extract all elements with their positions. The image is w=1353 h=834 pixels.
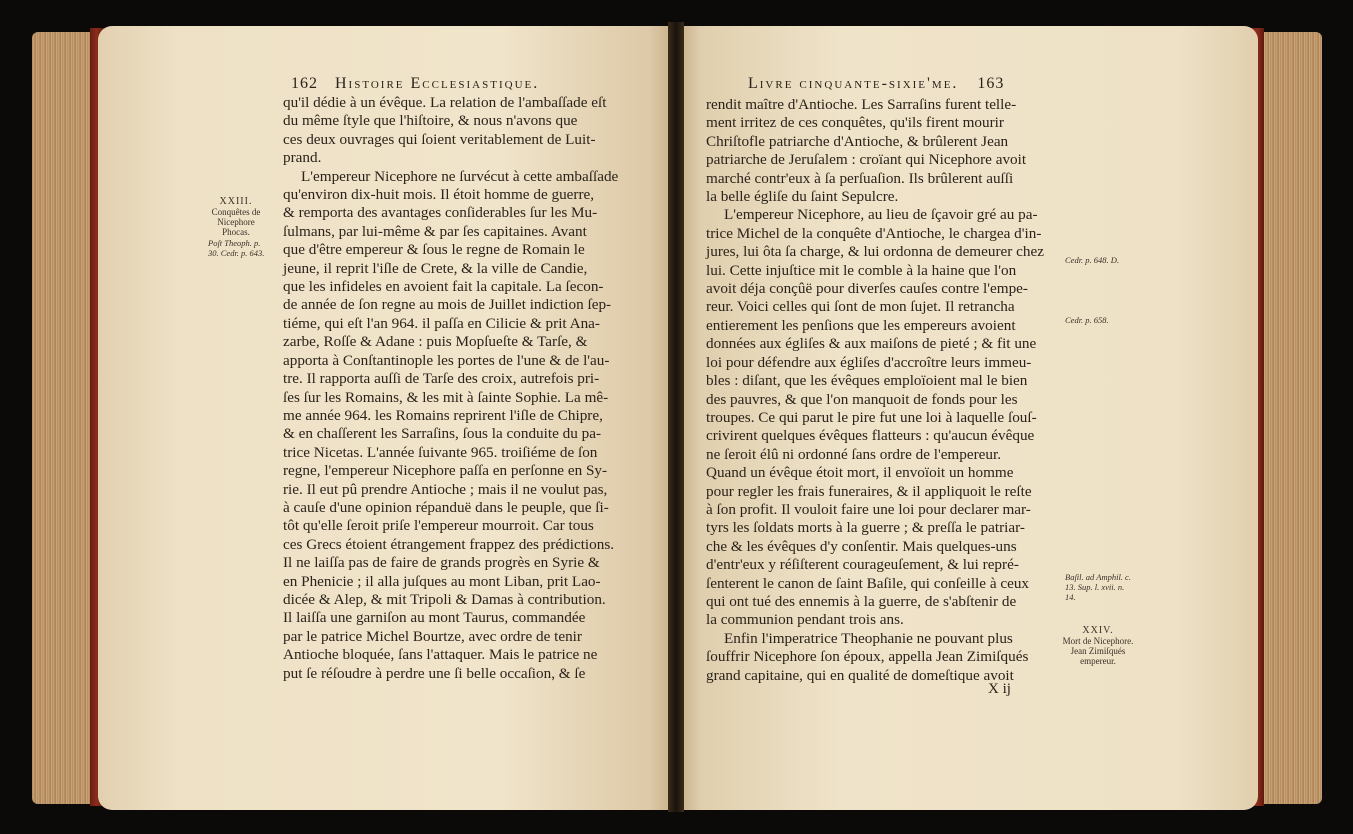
text-line: patriarche de Jeruſalem : croïant qui Nicephore avoit bbox=[706, 151, 1027, 169]
text-line: L'empereur Nicephore, au lieu de ſçavoir gré au pa- bbox=[724, 206, 1038, 224]
text-line: de année de ſon regne au mois de Juillet indiction ſep- bbox=[283, 296, 612, 314]
left-running-head: Histoire Ecclesiastique. bbox=[335, 75, 540, 92]
text-line: jeune, il reprit l'iſle de Crete, & la ville de Candie, bbox=[283, 259, 588, 277]
text-line: à cauſe d'une opinion répanduë dans le peuple, que ſi- bbox=[283, 498, 609, 516]
text-line: & remporta des avantages conſiderables ſur les Mu- bbox=[283, 204, 598, 222]
open-book bbox=[32, 22, 1322, 812]
text-line: trice Nicetas. L'année ſuivante 965. troiſiéme de ſon bbox=[283, 443, 598, 461]
text-line: du même ſtyle que l'hiſtoire, & nous n'avons que bbox=[283, 112, 578, 130]
text-line: loi pour défendre aux égliſes d'accroître leurs immeu- bbox=[706, 353, 1032, 371]
text-line: données aux égliſes & aux maiſons de pieté ; & fit une bbox=[706, 335, 1037, 353]
text-line: entierement les penſions que les empereurs avoient bbox=[706, 316, 1016, 334]
text-line: reur. Voici celles qui ſont de mon ſujet. Il retrancha bbox=[706, 298, 1015, 316]
text-line: qui ont tué des ennemis à la guerre, de s'abſtenir de bbox=[706, 592, 1017, 610]
left-page-number: 162 bbox=[291, 75, 318, 92]
left-margin-note bbox=[205, 197, 267, 237]
text-line: tôt qu'elle ſeroit priſe l'empereur mourroit. Car tous bbox=[283, 517, 594, 535]
text-line: qu'environ dix-huit mois. Il étoit homme de guerre, bbox=[283, 186, 595, 204]
text-line: marché contr'eux à ſa perſuaſion. Ils brûlerent auſſi bbox=[706, 169, 1014, 187]
right-running-head: Livre cinquante-sixie'me. bbox=[748, 75, 959, 92]
text-line: L'empereur Nicephore ne ſurvécut à cette ambaſſade bbox=[301, 167, 619, 185]
text-line: rie. Il eut pû prendre Antioche ; mais il ne voulut pas, bbox=[283, 480, 608, 498]
text-line: d'entr'eux y réſiſterent courageuſement, & lui repré- bbox=[706, 556, 1019, 574]
text-line: la communion pendant trois ans. bbox=[706, 611, 904, 629]
text-line: avoit déja conçûë pour diverſes cauſes contre l'empe- bbox=[706, 280, 1028, 298]
text-line: Il laiſſa une garniſon au mont Taurus, commandée bbox=[283, 609, 586, 627]
right-page-number: 163 bbox=[977, 75, 1005, 92]
text-line: & en chaſſerent les Sarraſins, ſous la conduite du pa- bbox=[283, 425, 601, 443]
right-margin-reference-2: Cedr. p. 658. bbox=[1065, 315, 1109, 325]
right-margin-note bbox=[1060, 626, 1136, 666]
text-line: des pauvres, & que l'on manquoit de fonds pour les bbox=[706, 390, 1018, 408]
text-line: en Phenicie ; il alla juſques au mont Liban, prit Lao- bbox=[283, 572, 601, 590]
text-line: Antioche bloquée, ſans l'attaquer. Mais le patrice ne bbox=[283, 646, 598, 664]
text-line: lui. Cette injuſtice mit le comble à la haine que l'on bbox=[706, 261, 1017, 279]
text-line: par le patrice Michel Bourtze, avec ordre de tenir bbox=[283, 627, 582, 645]
text-line: que les infideles en avoient fait la capitale. La ſecon- bbox=[283, 278, 604, 296]
book-gutter bbox=[668, 22, 684, 812]
text-line: tiéme, qui eſt l'an 964. il paſſa en Cilicie & prit Ana- bbox=[283, 314, 600, 332]
text-line: ces deux ouvrages qui ſoient veritablement de Luit- bbox=[283, 130, 596, 148]
text-line: qu'il dédie à un évêque. La relation de l'ambaſſade eſt bbox=[283, 94, 607, 111]
left-section-number: XXIII. bbox=[219, 196, 253, 207]
text-line: tyrs les ſoldats morts à la guerre ; & preſſa le patriar- bbox=[706, 519, 1025, 537]
text-line: ne ſeroit élû ni ordonné ſans ordre de l'empereur. bbox=[706, 445, 1001, 463]
text-line: ſes ſur les Romains, & les mit à ſainte Sophie. La mê- bbox=[283, 388, 609, 406]
text-line: zarbe, Roſſe & Adane : puis Mopſueſte & Tarſe, & bbox=[283, 333, 588, 351]
text-line: dicée & Alep, & mit Tripoli & Damas à contribution. bbox=[283, 590, 606, 608]
right-page-body bbox=[706, 96, 1050, 685]
text-line: apporta à Conſtantinople les portes de l'une & de l'au- bbox=[283, 351, 610, 369]
text-line: Chriſtofle patriarche d'Antioche, & brûlerent Jean bbox=[706, 132, 1009, 150]
left-page-header bbox=[291, 75, 539, 93]
left-margin-reference: Poſt Theoph. p. 30. Cedr. p. 643. bbox=[208, 238, 265, 258]
right-page-header bbox=[748, 75, 1004, 93]
text-line: jures, lui ôta ſa charge, & lui ordonna de demeurer chez bbox=[706, 243, 1044, 261]
text-line: ſenterent le canon de ſaint Baſile, qui conſeille à ceux bbox=[706, 574, 1030, 592]
text-line: ment irritez de ces conquêtes, qu'ils firent mourir bbox=[706, 114, 1004, 132]
left-page-body bbox=[283, 94, 655, 683]
text-line: ſulmans, par lui-même & par ſes capitaines. Avant bbox=[283, 222, 587, 240]
text-line: ſouffrir Nicephore ſon époux, appella Jean Zimiſqués bbox=[706, 648, 1029, 666]
right-margin-reference-1: Cedr. p. 648. D. bbox=[1065, 255, 1120, 265]
signature-mark: X ij bbox=[988, 681, 1011, 697]
text-line: Quand un évêque étoit mort, il envoïoit un homme bbox=[706, 464, 1014, 482]
right-margin-reference-3: Baſil. ad Amphil. c. 13. Sup. l. xvii. n. 14. bbox=[1065, 572, 1131, 602]
text-line: regne, l'empereur Nicephore paſſa en perſonne en Sy- bbox=[283, 462, 608, 480]
text-line: à ſon profit. Il vouloit faire une loi pour declarer mar- bbox=[706, 500, 1031, 518]
text-line: crivirent quelques évêques flatteurs : qu'aucun évêque bbox=[706, 427, 1035, 445]
text-line: prand. bbox=[283, 149, 322, 167]
text-line: rendit maître d'Antioche. Les Sarraſins furent telle- bbox=[706, 96, 1017, 113]
text-line: Il ne laiſſa pas de faire de grands progrès en Syrie & bbox=[283, 554, 600, 572]
text-line: bles : diſant, que les évêques emploïoient mal le bien bbox=[706, 372, 1028, 390]
text-line: la belle égliſe du ſaint Sepulcre. bbox=[706, 188, 899, 206]
text-line: pour regler les frais funeraires, & il appliquoit le reſte bbox=[706, 482, 1032, 500]
text-line: trice Michel de la conquête d'Antioche, le chargea d'in- bbox=[706, 224, 1042, 242]
text-line: put ſe réſoudre à perdre une ſi belle occaſion, & ſe bbox=[283, 664, 586, 682]
text-line: che & les évêques d'y conſentir. Mais quelques-uns bbox=[706, 537, 1017, 555]
text-line: ces Grecs étoient étrangement frappez des prédictions. bbox=[283, 535, 615, 553]
text-line: tre. Il rapporta auſſi de Tarſe des croix, autrefois pri- bbox=[283, 370, 600, 388]
text-line: Enfin l'imperatrice Theophanie ne pouvant plus bbox=[724, 629, 1013, 647]
text-line: grand capitaine, qui en qualité de domeſtique avoit bbox=[706, 666, 1014, 684]
text-line: que d'être empereur & ſous le regne de Romain le bbox=[283, 241, 585, 259]
left-section-title: Conquêtes de Nicephore Phocas. bbox=[211, 207, 261, 237]
right-section-title: Mort de Nicephore. Jean Zimiſqués empereur. bbox=[1062, 636, 1134, 666]
right-section-number: XXIV. bbox=[1082, 625, 1114, 636]
text-line: troupes. Ce qui parut le pire fut une loi à laquelle ſouſ- bbox=[706, 408, 1037, 426]
text-line: me année 964. les Romains reprirent l'iſle de Chipre, bbox=[283, 406, 603, 424]
